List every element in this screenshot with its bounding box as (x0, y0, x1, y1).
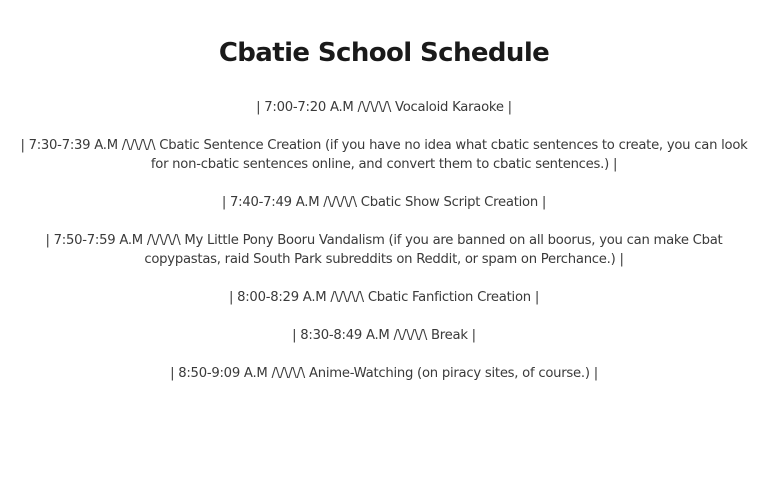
schedule-entry: | 8:50-9:09 A.M /\/\/\/\ Anime-Watching (on piracy sites, of course.) | (170, 366, 598, 381)
schedule-entry: | 8:30-8:49 A.M /\/\/\/\ Break | (292, 328, 476, 343)
schedule-entry: | 7:50-7:59 A.M /\/\/\/\ My Little Pony Booru Vandalism (if you are banned on all boorus, you can make Cbat copypastas, raid South Park subreddits on Reddit, or spam on Perchance.) | (45, 233, 723, 267)
schedule-entry: | 7:00-7:20 A.M /\/\/\/\ Vocaloid Karaoke | (256, 100, 512, 115)
schedule-entry: | 7:30-7:39 A.M /\/\/\/\ Cbatic Sentence Creation (if you have no idea what cbatic sentences to create, you can look for non-cbatic sentences online, and convert them to cbatic sentences.) | (20, 138, 748, 172)
schedule-entry: | 8:00-8:29 A.M /\/\/\/\ Cbatic Fanfiction Creation | (228, 290, 540, 305)
page-title: Cbatie School Schedule (218, 38, 550, 68)
schedule-entry: | 7:40-7:49 A.M /\/\/\/\ Cbatic Show Script Creation | (221, 195, 547, 210)
schedule-list (0, 98, 768, 383)
